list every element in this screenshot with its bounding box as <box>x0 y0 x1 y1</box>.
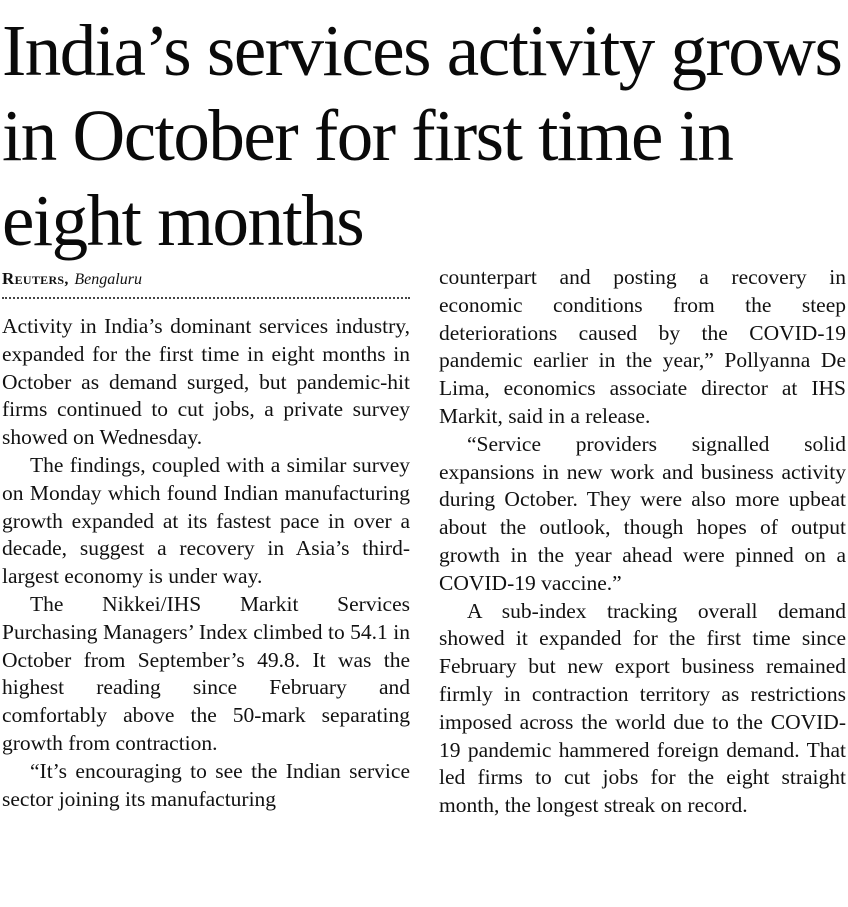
body-column-right <box>439 264 846 820</box>
body-column-left <box>2 313 410 813</box>
paragraph: A sub-index tracking overall demand showed it expanded for the first time since February but new export business remained firmly in contraction territory as restrictions imposed across the world due to the COVID-19 pandemic hammered foreign demand. That led firms to cut jobs for the eight straight month, the longest streak on record. <box>439 598 846 818</box>
paragraph-continued: counterpart and posting a recovery in economic conditions from the steep deteriorations caused by the COVID-19 pandemic earlier in the year,” Pollyanna De Lima, economics associate director at IHS Markit, said in a release. <box>439 265 846 428</box>
byline-separator: , <box>64 271 69 288</box>
byline-place: Bengaluru <box>74 271 142 288</box>
paragraph: Activity in India’s dominant services industry, expanded for the first time in eight months in October as demand surged, but pandemic-hit firms continued to cut jobs, a private survey showed on Wednesday. <box>2 314 410 450</box>
paragraph: The Nikkei/IHS Markit Services Purchasing Managers’ Index climbed to 54.1 in October from September’s 49.8. It was the highest reading since February and comfortably above the 50-mark separating growth from contraction. <box>2 591 410 755</box>
dotted-divider <box>2 297 410 299</box>
byline <box>2 267 410 291</box>
headline: India’s services activity grows in October for first time in eight months <box>2 10 842 261</box>
paragraph: “Service providers signalled solid expansions in new work and business activity during October. They were also more upbeat about the outlook, though hopes of output growth in the year ahead were pinned on a COVID-19 vaccine.” <box>439 431 846 595</box>
byline-agency: Reuters <box>2 269 65 288</box>
paragraph: “It’s encouraging to see the Indian service sector joining its manufacturing <box>2 758 410 811</box>
paragraph: The findings, coupled with a similar survey on Monday which found Indian manufacturing growth expanded at its fastest pace in over a decade, suggest a recovery in Asia’s third-largest economy is under way. <box>2 452 410 589</box>
